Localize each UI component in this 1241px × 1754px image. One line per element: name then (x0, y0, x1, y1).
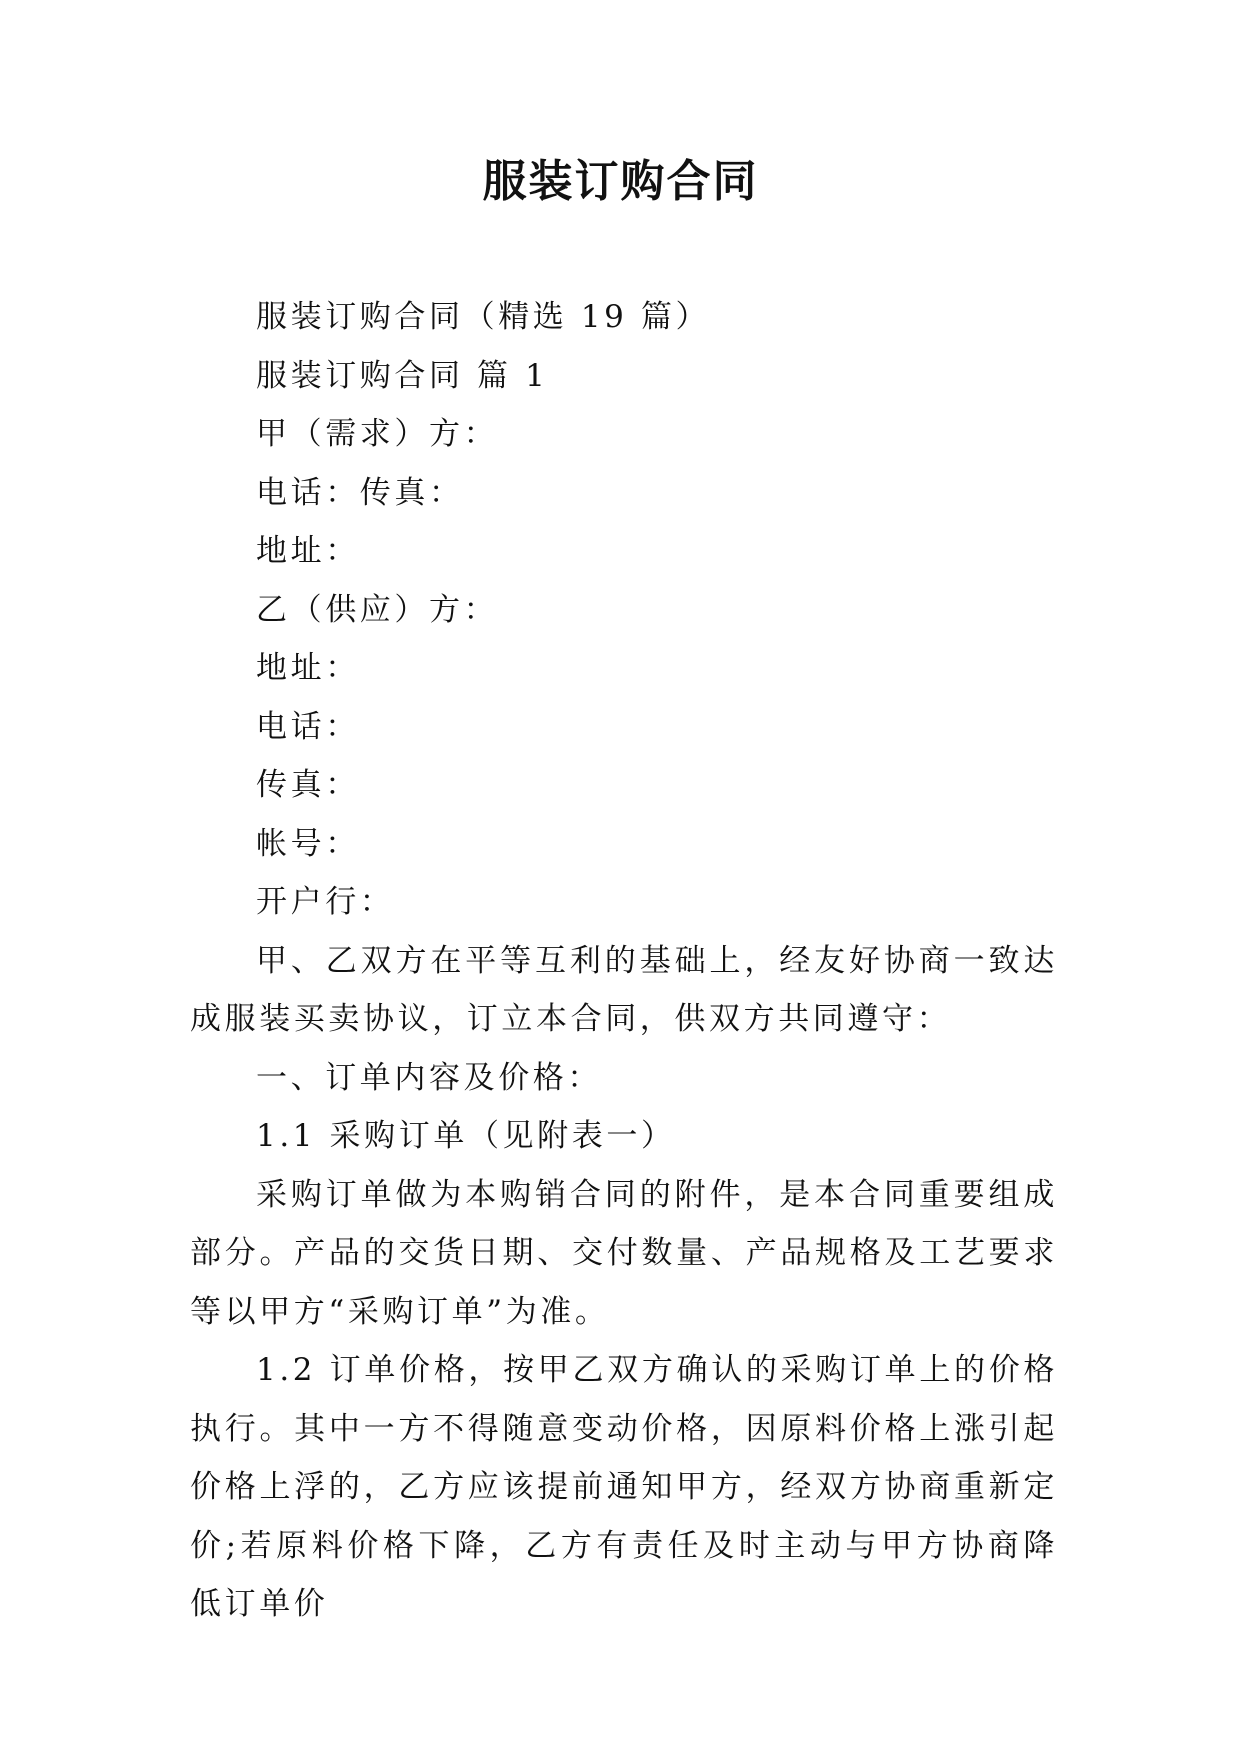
clause-1-1-detail: 采购订单做为本购销合同的附件，是本合同重要组成部分。产品的交货日期、交付数量、产品规格及工艺要求等以甲方“采购订单”为准。 (190, 1176, 1058, 1330)
party-a-phone-fax: 电话：传真： (256, 474, 464, 511)
party-b-label: 乙（供应）方： (256, 591, 499, 628)
clause-1-heading: 一、订单内容及价格： (256, 1059, 602, 1096)
party-b-bank: 开户行： (256, 884, 395, 920)
page-title: 服装订购合同 (482, 156, 759, 207)
clause-1-2: 1.2 订单价格，按甲乙双方确认的采购订单上的价格执行。其中一方不得随意变动价格，因原料价格上涨引起价格上浮的，乙方应该提前通知甲方，经双方协商重新定价;若原料价格下降，乙方有责任及时主动与甲方协商降低订单价 (190, 1352, 1058, 1622)
party-b-phone: 电话： (256, 708, 360, 745)
party-a-label: 甲（需求）方： (256, 416, 499, 452)
party-b-account: 帐号： (256, 825, 360, 862)
document-body (190, 288, 1058, 1634)
party-b-address: 地址： (256, 650, 360, 686)
section-heading: 服装订购合同 篇 1 (256, 357, 549, 394)
document-subtitle: 服装订购合同（精选 19 篇） (256, 299, 711, 335)
party-b-fax: 传真： (256, 767, 360, 803)
party-a-address: 地址： (256, 533, 360, 569)
clause-1-1: 1.1 采购订单（见附表一） (256, 1118, 676, 1154)
intro-paragraph: 甲、乙双方在平等互利的基础上，经友好协商一致达成服装买卖协议，订立本合同，供双方共同遵守： (190, 942, 1058, 1037)
